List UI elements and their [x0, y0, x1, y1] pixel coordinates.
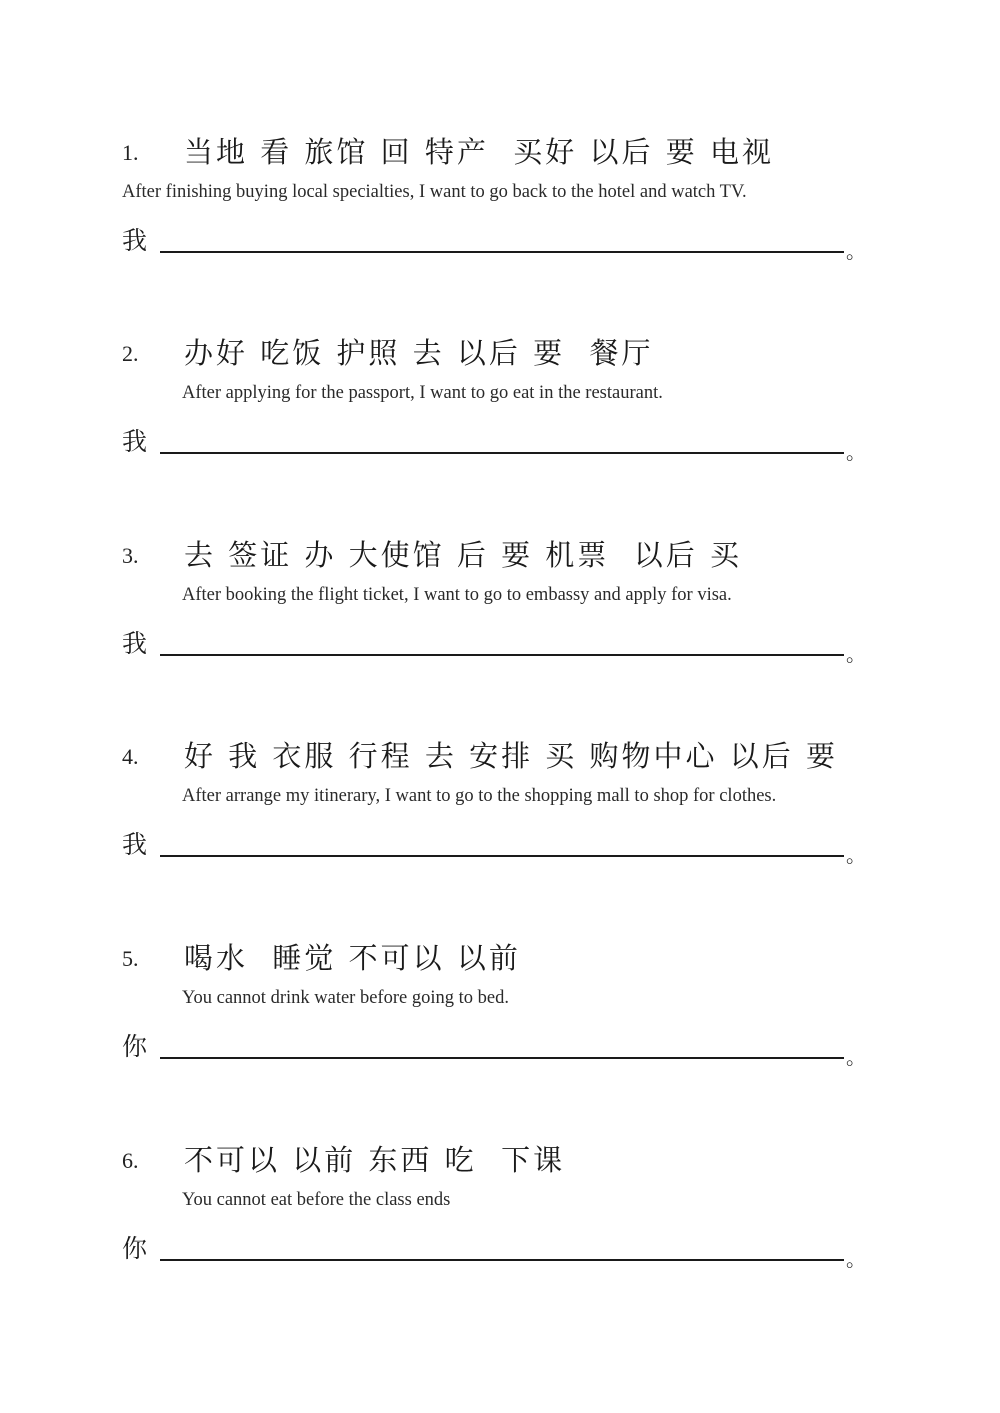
scrambled-words: 不可以 以前 东西 吃 下课 [184, 1143, 566, 1177]
question-number: 1. [122, 140, 139, 165]
question-number: 6. [122, 1148, 139, 1173]
english-translation: You cannot drink water before going to bed. [182, 988, 509, 1008]
sentence-end-mark: 。 [846, 843, 866, 867]
sentence-subject: 你 [122, 1234, 148, 1263]
english-translation: You cannot eat before the class ends [182, 1190, 451, 1210]
scrambled-words: 喝水 睡觉 不可以 以前 [184, 941, 521, 975]
english-translation: After finishing buying local specialties, I want to go back to the hotel and watch TV. [122, 182, 747, 202]
question-number: 4. [122, 744, 139, 769]
sentence-end-mark: 。 [846, 642, 866, 666]
scrambled-words: 当地 看 旅馆 回 特产 买好 以后 要 电视 [184, 135, 774, 169]
question-3 [0, 538, 1000, 681]
question-2 [0, 336, 1000, 479]
sentence-subject: 你 [122, 1032, 148, 1061]
answer-line[interactable] [160, 654, 844, 656]
answer-line[interactable] [160, 855, 844, 857]
english-translation: After arrange my itinerary, I want to go to the shopping mall to shop for clothes. [182, 786, 777, 806]
sentence-subject: 我 [122, 629, 148, 658]
sentence-end-mark: 。 [846, 1045, 866, 1069]
english-translation: After booking the flight ticket, I want to go to embassy and apply for visa. [182, 585, 732, 605]
answer-line[interactable] [160, 452, 844, 454]
question-4 [0, 739, 1000, 882]
scrambled-words: 好 我 衣服 行程 去 安排 买 购物中心 以后 要 [184, 739, 838, 773]
scrambled-words: 去 签证 办 大使馆 后 要 机票 以后 买 [184, 538, 742, 572]
question-6 [0, 1143, 1000, 1286]
sentence-end-mark: 。 [846, 440, 866, 464]
scrambled-words: 办好 吃饭 护照 去 以后 要 餐厅 [184, 336, 654, 370]
question-5 [0, 941, 1000, 1084]
question-number: 5. [122, 946, 139, 971]
sentence-subject: 我 [122, 226, 148, 255]
sentence-subject: 我 [122, 830, 148, 859]
answer-line[interactable] [160, 251, 844, 253]
question-number: 2. [122, 341, 139, 366]
answer-line[interactable] [160, 1057, 844, 1059]
sentence-end-mark: 。 [846, 239, 866, 263]
sentence-subject: 我 [122, 427, 148, 456]
answer-line[interactable] [160, 1259, 844, 1261]
question-1 [0, 135, 1000, 278]
english-translation: After applying for the passport, I want to go eat in the restaurant. [182, 383, 663, 403]
question-number: 3. [122, 543, 139, 568]
sentence-end-mark: 。 [846, 1247, 866, 1271]
